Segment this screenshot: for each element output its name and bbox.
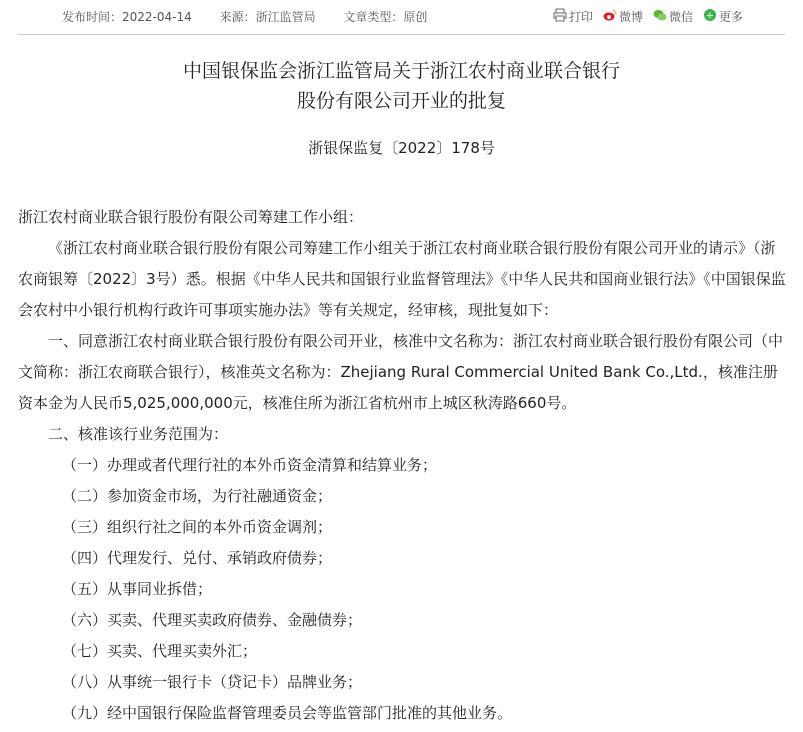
article-body <box>18 202 788 729</box>
wechat-icon <box>653 8 667 25</box>
meta-info <box>62 8 451 25</box>
printer-icon <box>553 8 567 25</box>
title-line-1: 中国银保监会浙江监管局关于浙江农村商业联合银行 <box>182 60 620 82</box>
scope-item: （一）办理或者代理行社的本外币资金清算和结算业务； <box>62 456 438 474</box>
scope-item: （二）参加资金市场，为行社融通资金； <box>62 487 333 505</box>
svg-text:+: + <box>705 10 715 22</box>
scope-item: （三）组织行社之间的本外币资金调剂； <box>62 518 333 536</box>
print-label: 打印 <box>568 10 593 24</box>
scope-item: （八）从事统一银行卡（贷记卡）品牌业务； <box>62 673 363 691</box>
weibo-icon <box>603 8 617 25</box>
weixin-button[interactable] <box>653 8 693 25</box>
weibo-label: 微博 <box>618 10 643 24</box>
more-button[interactable] <box>703 8 743 25</box>
paragraph-1: 《浙江农村商业联合银行股份有限公司筹建工作小组关于浙江农村商业联合银行股份有限公司开业的请示》（浙农商银筹〔2022〕3号）悉。根据《中华人民共和国银行业监督管理法》《中华人民共和国商业银行法》《中国银保监会农村中小银行机构行政许可事项实施办法》等有关规定，经审核，现批复如下： <box>18 239 786 319</box>
publish-date: 发布时间：2022-04-14 <box>62 10 192 24</box>
weixin-label: 微信 <box>668 10 693 24</box>
scope-item: （九）经中国银行保险监督管理委员会等监管部门批准的其他业务。 <box>62 704 513 722</box>
source: 来源：浙江监管局 <box>219 10 316 24</box>
scope-item: （七）买卖、代理买卖外汇； <box>62 642 258 660</box>
page-title <box>0 56 803 116</box>
title-line-2: 股份有限公司开业的批复 <box>296 90 506 112</box>
article-meta <box>0 6 803 26</box>
salutation: 浙江农村商业联合银行股份有限公司筹建工作小组： <box>18 208 364 226</box>
article-type: 文章类型：原创 <box>343 10 428 24</box>
more-icon <box>703 8 717 25</box>
weibo-button[interactable] <box>603 8 643 25</box>
paragraph-2: 一、同意浙江农村商业联合银行股份有限公司开业，核准中文名称为：浙江农村商业联合银行股份有限公司（中文简称：浙江农商联合银行），核准英文名称为：Zhejiang Rural Commercial United Bank Co.,Ltd.，核准注册资本金为人民币5,025,000,000元，核准住所为浙江省杭州市上城区秋涛路660号。 <box>18 332 784 412</box>
more-label: 更多 <box>718 10 743 24</box>
paragraph-3: 二、核准该行业务范围为： <box>48 425 229 443</box>
scope-item: （四）代理发行、兑付、承销政府债券； <box>62 549 333 567</box>
scope-item: （六）买卖、代理买卖政府债券、金融债券； <box>62 611 363 629</box>
header-divider <box>18 34 785 35</box>
scope-item: （五）从事同业拆借； <box>62 580 213 598</box>
share-bar <box>553 8 743 25</box>
print-button[interactable] <box>553 8 593 25</box>
document-number: 浙银保监复〔2022〕178号 <box>308 139 495 157</box>
